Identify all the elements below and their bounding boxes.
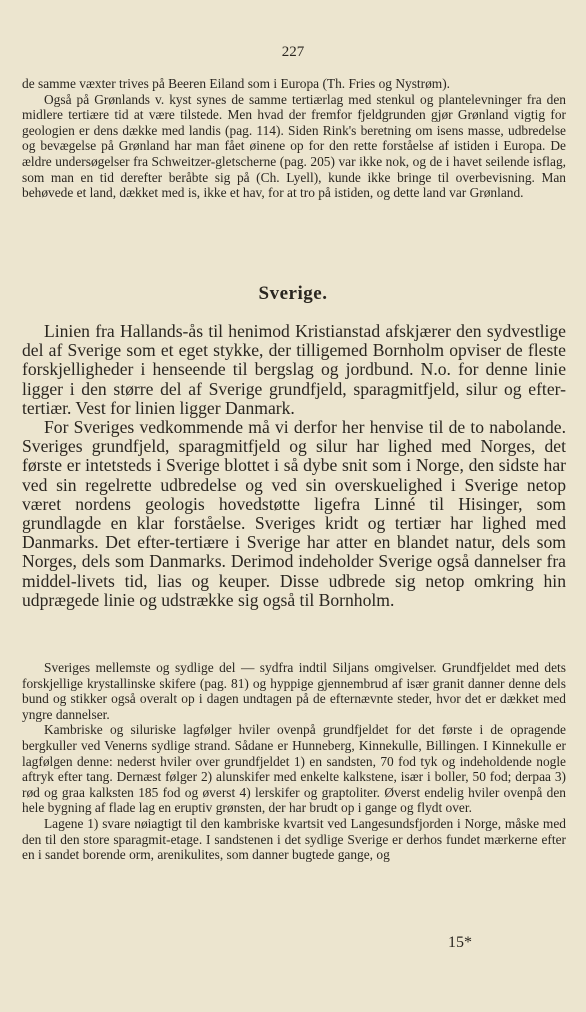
section-heading: Sverige. <box>258 283 328 304</box>
main-text-block <box>22 322 566 610</box>
top-paragraph-1: de samme væxter trives på Beeren Eiland som i Europa (Th. Fries og Nystrøm). <box>22 76 451 91</box>
main-paragraph-2: For Sveriges vedkommende må vi derfor her henvise til de to nabolande. Sveriges grundfjeld, sparagmitfjeld og silur har lighed med Norges, det første er intetsteds i Sverige blottet i så dybe snit som i Norge, den sidste har ved sin regelrette udbredelse og ved sin overskuelighed i Sverige netop været nordens geologis hovedstøtte ligefra Linné til Hisinger, som grundlagde en klar forståelse. Sveriges kridt og tertiær har lighed med Danmarks. Det efter-tertiære i Sverige har atter en blandet natur, dels som Norges, dels som Danmarks. Derimod indeholder Sverige også dannelser fra middel-livets tid, lias og keuper. Disse udbrede sig netop omkring hin udprægede linie og udstrække sig også til Bornholm. <box>22 417 566 610</box>
bottom-paragraph-1: Sveriges mellemste og sydlige del — sydfra indtil Siljans omgivelser. Grundfjeldet med dets forskjellige krystallinske skifere (pag. 81) og hyppige gjennembrud af især granit danner denne dels bund og stikker også overalt op i dagen undtagen på de efternævnte steder, hvor det er dækket med yngre dannelser. <box>22 660 566 722</box>
top-paragraph-2: Også på Grønlands v. kyst synes de samme tertiærlag med stenkul og plantelevninger fra den midlere tertiære tid at være tilstede. Men hvad der fremfor fjeldgrunden gjør Grønland vigtig for geologien er dens dække med landis (pag. 114). Siden Rink's beretning om isens masse, udbredelse og bevægelse på Grønland har man fået øinene op for den rette forståelse af istiden i Europa. De ældre undersøgelser fra Schweitzer-gletscherne (pag. 205) var ikke nok, og de i havet seilende isflag, som man en tid derefter beråbte sig på (Ch. Lyell), kunde ikke bringe til overbevisning. Man behøvede et land, dækket med is, ikke et hav, for at tro på istiden, og dette land var Grønland. <box>22 91 566 201</box>
main-paragraph-1: Linien fra Hallands-ås til henimod Kristianstad afskjærer den sydvestlige del af Sverige som et eget stykke, der tilligemed Bornholm opviser de fleste forskjelligheder i henseende til bergslag og jordbund. N.o. for denne linie ligger i den større del af Sverige grundfjeld, sparagmitfjeld, silur og efter-tertiær. Vest for linien ligger Danmark. <box>22 321 566 418</box>
bottom-text-block <box>22 660 566 863</box>
signature-mark: 15* <box>448 934 472 951</box>
bottom-paragraph-2: Kambriske og siluriske lagfølger hviler ovenpå grundfjeldet for det første i de opragende bergkuller ved Venerns sydlige strand. Sådane er Hunneberg, Kinnekulle, Billingen. I Kinnekulle er lagfølgen denne: nederst hviler over grundfjeldet 1) en sandsten, 70 fod tyk og indeholdende nogle aftryk efter tang. Dernæst følger 2) alunskifer med enkelte kalkstene, især i boller, 50 fod; derpaa 3) rød og graa kalksten 185 fod og øverst 4) lerskifer og graptoliter. Øverst endelig hviler ovenpå den hele bygning af flade lag en eruptiv grønsten, der har brudt op i gange og flydt over. <box>22 722 566 816</box>
bottom-paragraph-3: Lagene 1) svare nøiagtigt til den kambriske kvartsit ved Langesundsfjorden i Norge, måske med den til den store sparagmit-etage. I sandstenen i det sydlige Sverige er derhos fundet mærkerne efter en i sandet borende orm, arenikulites, som danner bugtede gange, og <box>22 815 566 863</box>
top-text-block <box>22 76 566 201</box>
page-number: 227 <box>281 44 305 60</box>
